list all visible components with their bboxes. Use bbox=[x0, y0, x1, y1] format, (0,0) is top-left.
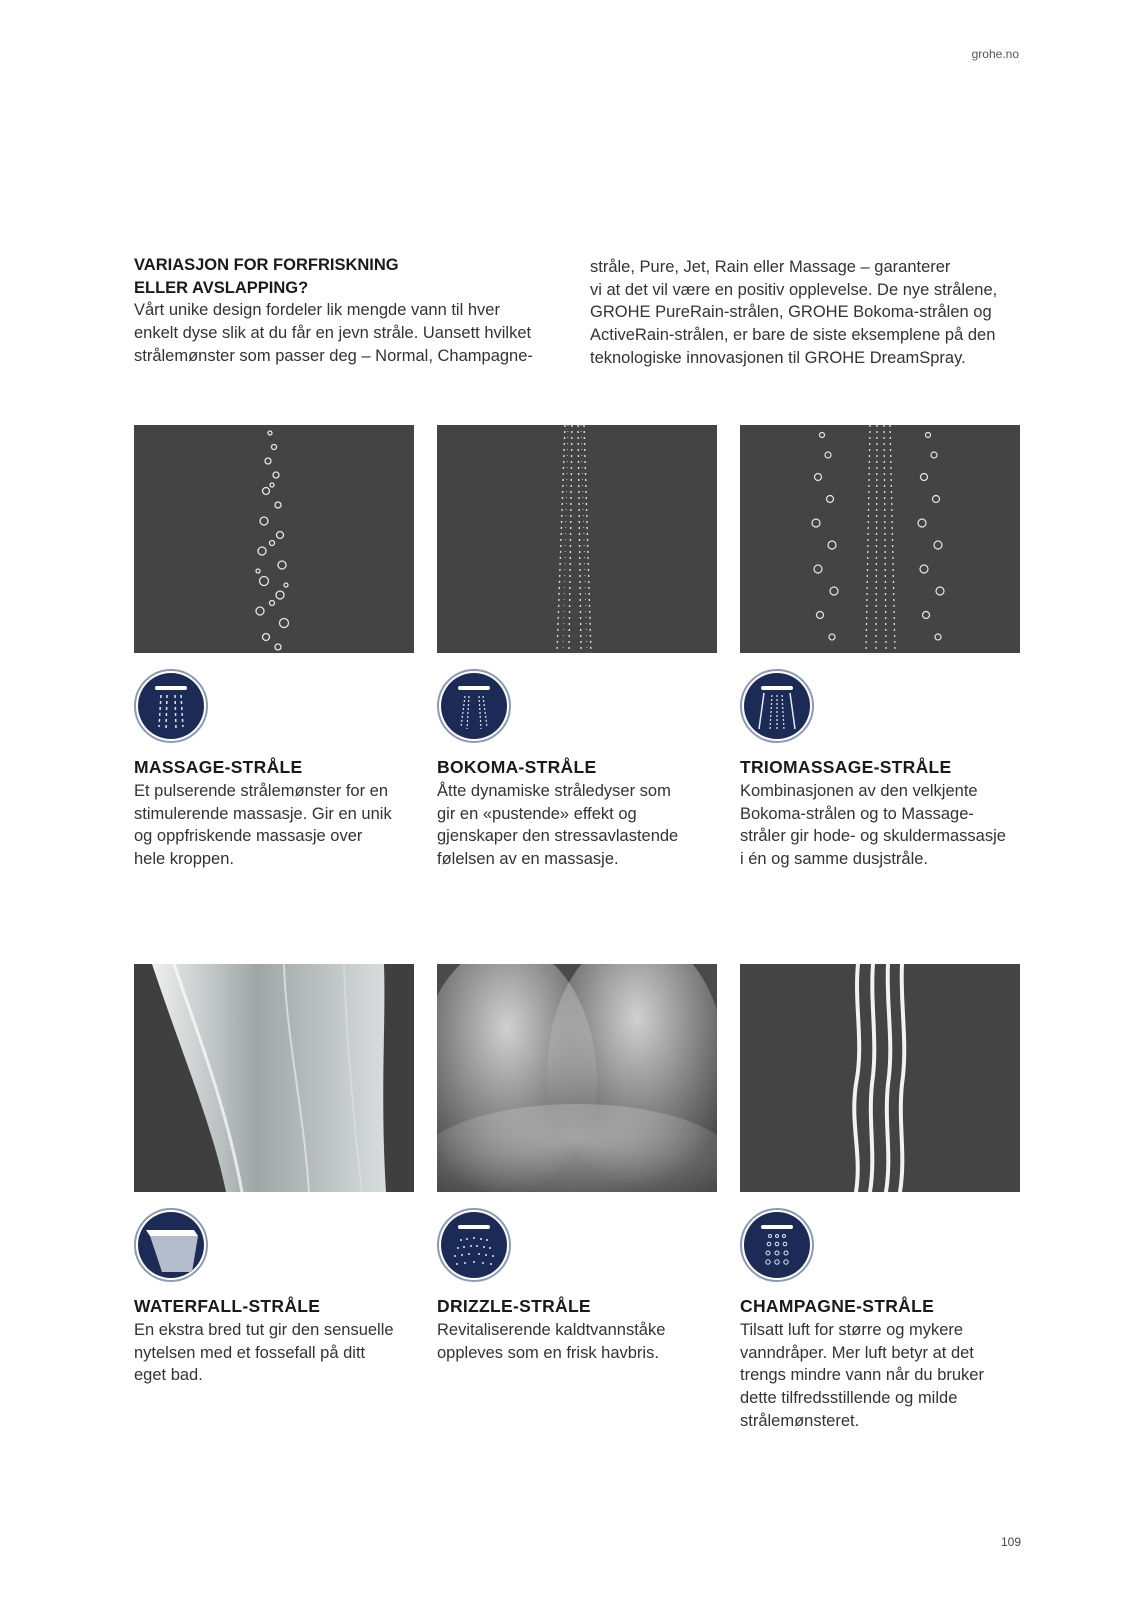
description-line: nytelsen med et fossefall på ditt bbox=[134, 1343, 366, 1362]
description-line: stimulerende massasje. Gir en unik bbox=[134, 804, 392, 823]
intro-right-line: ActiveRain-strålen, er bare de siste eksemplene på den bbox=[590, 326, 996, 345]
site-url: grohe.no bbox=[971, 47, 1019, 61]
spray-card-massage bbox=[134, 425, 414, 869]
description-line: Et pulserende strålemønster for en bbox=[134, 782, 389, 800]
description-line: trengs mindre vann når du bruker bbox=[740, 1366, 984, 1385]
spray-description bbox=[134, 1319, 419, 1387]
spray-card-drizzle bbox=[437, 964, 717, 1362]
waterfall-spray-photo bbox=[134, 964, 414, 1192]
intro-title-line-2: ELLER AVSLAPPING? bbox=[134, 278, 309, 297]
intro-right-line: vi at det vil være en positiv opplevelse. De nye strålene, bbox=[590, 280, 998, 299]
intro-right-line: teknologiske innovasjonen til GROHE DreamSpray. bbox=[590, 348, 966, 367]
waterfall-spray-icon bbox=[134, 1208, 208, 1282]
massage-spray-icon bbox=[134, 669, 208, 743]
description-line: oppleves som en frisk havbris. bbox=[437, 1343, 659, 1362]
spray-title: DRIZZLE-STRÅLE bbox=[437, 1296, 591, 1316]
description-line: eget bad. bbox=[134, 1366, 203, 1385]
triomassage-spray-photo bbox=[740, 425, 1020, 653]
page-number: 109 bbox=[1000, 1535, 1021, 1549]
intro-left-column bbox=[134, 254, 554, 368]
description-line: gir en «pustende» effekt og bbox=[437, 804, 637, 823]
massage-spray-photo bbox=[134, 425, 414, 653]
spray-card-champagne bbox=[740, 964, 1020, 1430]
intro-title-line-1: VARIASJON FOR FORFRISKNING bbox=[134, 256, 399, 274]
description-line: Åtte dynamiske stråledyser som bbox=[437, 782, 671, 800]
spray-description bbox=[134, 780, 419, 871]
intro-right-line: GROHE PureRain-strålen, GROHE Bokoma-strålen og bbox=[590, 303, 992, 322]
description-line: dette tilfredsstillende og milde bbox=[740, 1389, 958, 1408]
spray-card-waterfall bbox=[134, 964, 414, 1385]
intro-right-column bbox=[590, 256, 1010, 370]
spray-card-triomassage bbox=[740, 425, 1020, 869]
drizzle-spray-photo bbox=[437, 964, 717, 1192]
description-line: strålemønsteret. bbox=[740, 1411, 860, 1430]
description-line: stråler gir hode- og skuldermassasje bbox=[740, 827, 1006, 846]
spray-title: CHAMPAGNE-STRÅLE bbox=[740, 1296, 935, 1316]
bokoma-spray-photo bbox=[437, 425, 717, 653]
description-line: Kombinasjonen av den velkjente bbox=[740, 782, 978, 800]
intro-left-line: enkelt dyse slik at du får en jevn stråle. Uansett hvilket bbox=[134, 324, 532, 343]
intro-right-line: stråle, Pure, Jet, Rain eller Massage – garanterer bbox=[590, 258, 951, 276]
spray-description bbox=[437, 1319, 722, 1364]
description-line: følelsen av en massasje. bbox=[437, 850, 619, 869]
drizzle-spray-icon bbox=[437, 1208, 511, 1282]
description-line: hele kroppen. bbox=[134, 850, 234, 869]
description-line: vanndråper. Mer luft betyr at det bbox=[740, 1343, 974, 1362]
spray-title: MASSAGE-STRÅLE bbox=[134, 757, 303, 777]
spray-description bbox=[437, 780, 722, 871]
description-line: i én og samme dusjstråle. bbox=[740, 850, 929, 869]
description-line: Bokoma-strålen og to Massage- bbox=[740, 804, 974, 823]
description-line: Tilsatt luft for større og mykere bbox=[740, 1321, 964, 1339]
spray-card-bokoma bbox=[437, 425, 717, 869]
bokoma-spray-icon bbox=[437, 669, 511, 743]
intro-left-line: strålemønster som passer deg – Normal, Champagne- bbox=[134, 346, 533, 365]
description-line: og oppfriskende massasje over bbox=[134, 827, 363, 846]
description-line: gjenskaper den stressavlastende bbox=[437, 827, 679, 846]
spray-description bbox=[740, 780, 1025, 871]
champagne-spray-icon bbox=[740, 1208, 814, 1282]
spray-title: WATERFALL-STRÅLE bbox=[134, 1296, 321, 1316]
spray-title: BOKOMA-STRÅLE bbox=[437, 757, 597, 777]
description-line: En ekstra bred tut gir den sensuelle bbox=[134, 1321, 394, 1339]
spray-title: TRIOMASSAGE-STRÅLE bbox=[740, 757, 952, 777]
spray-description bbox=[740, 1319, 1025, 1433]
triomassage-spray-icon bbox=[740, 669, 814, 743]
champagne-spray-photo bbox=[740, 964, 1020, 1192]
intro-left-line: Vårt unike design fordeler lik mengde vann til hver bbox=[134, 301, 500, 320]
description-line: Revitaliserende kaldtvannståke bbox=[437, 1321, 666, 1339]
